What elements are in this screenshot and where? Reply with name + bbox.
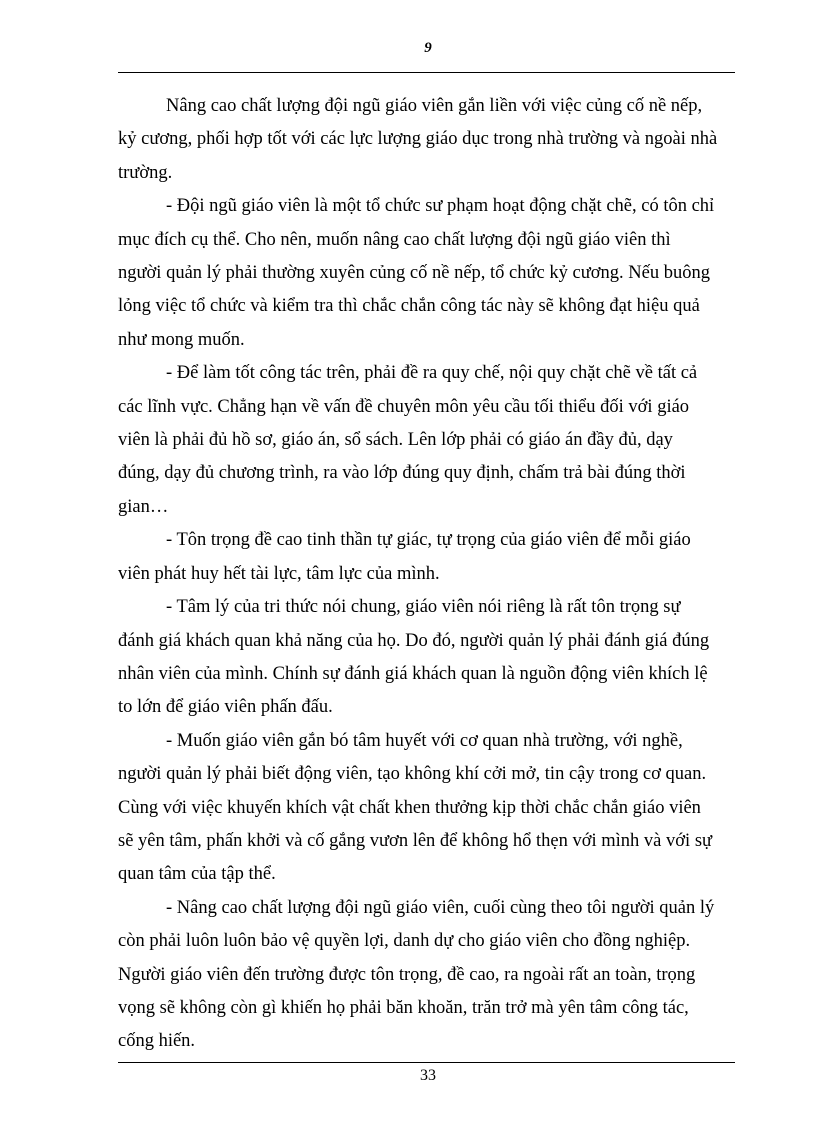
paragraph: - Tôn trọng đề cao tinh thần tự giác, tự trọng của giáo viên để mỗi giáo viên phát huy hết tài lực, tâm lực của mình. bbox=[118, 530, 691, 584]
header-divider bbox=[118, 72, 735, 73]
paragraph: Nâng cao chất lượng đội ngũ giáo viên gắn liền với việc củng cố nề nếp, kỷ cương, phối hợp tốt với các lực lượng giáo dục trong nhà trường và ngoài nhà trường. bbox=[118, 96, 718, 183]
footer-page-number: 33 bbox=[420, 1067, 436, 1084]
paragraph: - Tâm lý của tri thức nói chung, giáo viên nói riêng là rất tôn trọng sự đánh giá khách quan khả năng của họ. Do đó, người quản lý phải đánh giá đúng nhân viên của mình. Chính sự đánh giá khách quan là nguồn động viên khích lệ to lớn để giáo viên phấn đấu. bbox=[118, 597, 710, 718]
paragraph: - Nâng cao chất lượng đội ngũ giáo viên, cuối cùng theo tôi người quản lý còn phải luôn luôn bảo vệ quyền lợi, danh dự cho giáo viên cho đồng nghiệp. Người giáo viên đến trường được tôn trọng, đề cao, ra ngoài rất an toàn, trọng vọng sẽ không còn gì khiến họ phải băn khoăn, trăn trở mà yên tâm công tác, cống hiến. bbox=[118, 897, 715, 1052]
document-body bbox=[118, 90, 740, 1059]
paragraph: - Để làm tốt công tác trên, phải đề ra quy chế, nội quy chặt chẽ về tất cả các lĩnh vực. Chẳng hạn về vấn đề chuyên môn yêu cầu tối thiểu đối với giáo viên là phải đủ hồ sơ, giáo án, sổ sách. Lên lớp phải có giáo án đầy đủ, dạy đúng, dạy đủ chương trình, ra vào lớp đúng quy định, chấm trả bài đúng thời gian… bbox=[118, 363, 698, 517]
footer-divider bbox=[118, 1062, 735, 1063]
paragraph: - Đội ngũ giáo viên là một tổ chức sư phạm hoạt động chặt chẽ, có tôn chỉ mục đích cụ thể. Cho nên, muốn nâng cao chất lượng đội ngũ giáo viên thì người quản lý phải thường xuyên củng cố nề nếp, tổ chức kỷ cương. Nếu buông lỏng việc tổ chức và kiểm tra thì chắc chắn công tác này sẽ không đạt hiệu quả như mong muốn. bbox=[118, 196, 715, 350]
paragraph: - Muốn giáo viên gắn bó tâm huyết với cơ quan nhà trường, với nghề, người quản lý phải biết động viên, tạo không khí cởi mở, tin cậy trong cơ quan. Cùng với việc khuyến khích vật chất khen thưởng kịp thời chắc chắn giáo viên sẽ yên tâm, phấn khởi và cố gắng vươn lên để không hổ thẹn với mình và với sự quan tâm của tập thể. bbox=[118, 730, 713, 885]
header-page-label: 9 bbox=[424, 40, 432, 56]
